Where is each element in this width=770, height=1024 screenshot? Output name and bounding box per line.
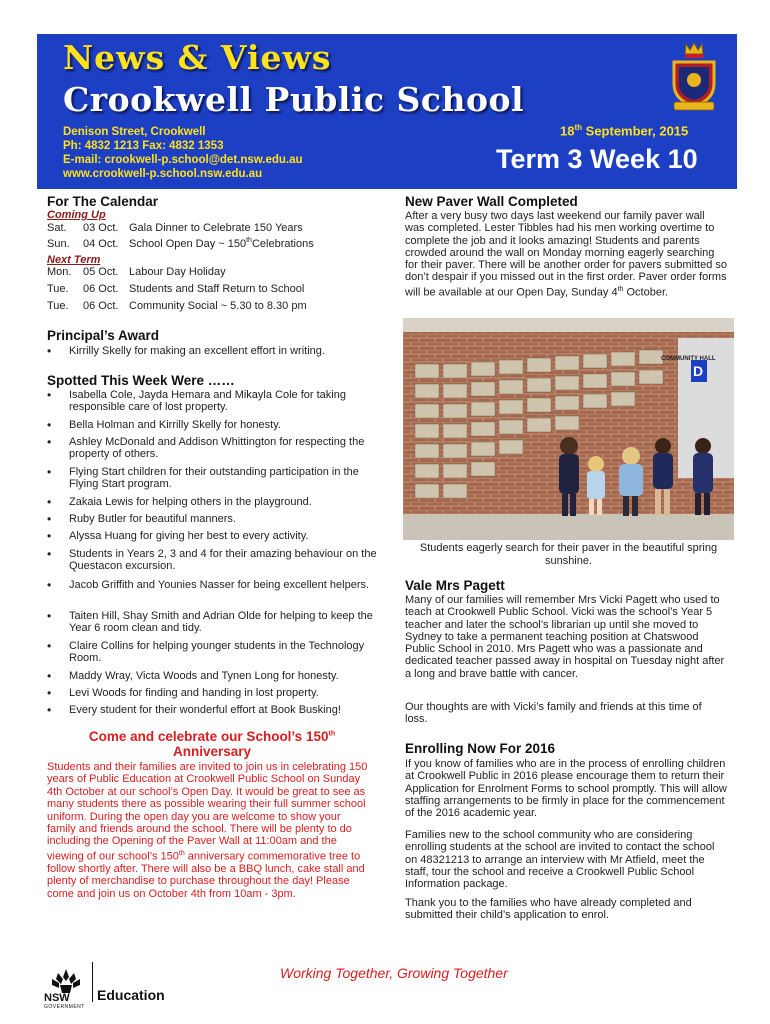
calendar-row: Tue. 06 Oct. Students and Staff Return to School — [47, 283, 305, 295]
calendar-row: Mon. 05 Oct. Labour Day Holiday — [47, 266, 226, 278]
list-item: • Bella Holman and Kirrilly Skelly for honesty. — [47, 419, 389, 431]
issue-date: 18th September, 2015 — [560, 123, 689, 139]
list-item: • Taiten Hill, Shay Smith and Adrian Olde for helping to keep the Year 6 room clean and tidy. — [47, 610, 389, 635]
school-motto: Working Together, Growing Together — [280, 965, 508, 981]
list-item: • Zakaia Lewis for helping others in the playground. — [47, 496, 389, 508]
list-item: • Ashley McDonald and Addison Whittington for respecting the property of others. — [47, 436, 389, 461]
list-item: • Jacob Griffith and Younies Nasser for being excellent helpers. — [47, 579, 389, 591]
list-item: • Isabella Cole, Jayda Hemara and Mikayla Cole for taking responsible care of lost property. — [47, 389, 389, 414]
vale-heading: Vale Mrs Pagett — [405, 578, 505, 593]
list-item: • Every student for their wonderful effort at Book Busking! — [47, 704, 389, 716]
newsletter-title: News & Views — [63, 38, 332, 77]
logo-divider — [92, 962, 93, 1002]
list-item: • Levi Woods for finding and handing in lost property. — [47, 687, 389, 699]
coming-up-label: Coming Up — [47, 209, 106, 221]
enrolling-paragraph: Thank you to the families who have already completed and submitted their child’s application to enrol. — [405, 897, 692, 922]
photo-caption: Students eagerly search for their paver in the beautiful spring sunshine. — [419, 542, 718, 567]
school-email: E-mail: crookwell-p.school@det.nsw.edu.au — [63, 154, 303, 166]
government-wordmark: GOVERNMENT — [44, 1004, 85, 1010]
calendar-heading: For The Calendar — [47, 194, 159, 209]
enrolling-heading: Enrolling Now For 2016 — [405, 741, 556, 756]
school-address: Denison Street, Crookwell — [63, 126, 206, 138]
term-week: Term 3 Week 10 — [496, 144, 698, 174]
list-item: • Students in Years 2, 3 and 4 for their amazing behaviour on the Questacon excursion. — [47, 548, 389, 573]
paver-text: After a very busy two days last weekend our family paver wall was completed. Lester Tibbles had his men working overtime to complete the job and it looks amazing! Students and parents crowded around the wall on Monday morning eagerly searching for their paver. There will be another order for pavers submitted so don’t despair if you missed out in the first order. Paver order forms will be available at our Open Day, Sunday 4th October. — [405, 210, 728, 299]
nsw-wordmark: NSW — [44, 992, 70, 1004]
list-item: • Alyssa Huang for giving her best to every activity. — [47, 530, 389, 542]
list-item: • Ruby Butler for beautiful manners. — [47, 513, 389, 525]
paver-wall-photo — [403, 318, 734, 540]
education-wordmark: Education — [97, 987, 165, 1003]
paver-heading: New Paver Wall Completed — [405, 194, 578, 209]
photo-sign-letter: D — [693, 363, 704, 379]
list-item: • Maddy Wray, Victa Woods and Tynen Long for honesty. — [47, 670, 389, 682]
principals-award-heading: Principal’s Award — [47, 328, 160, 343]
calendar-row: Sat. 03 Oct. Gala Dinner to Celebrate 150 Years — [47, 222, 303, 234]
vale-paragraph: Our thoughts are with Vicki’s family and friends at this time of loss. — [405, 701, 702, 726]
enrolling-paragraph: If you know of families who are in the process of enrolling children at Crookwell Public in 2016 please encourage them to return their Application for Enrolment Forms to school promptly. This will allow staffing arrangements to be firmly in place for the commencement of the 2016 academic year. — [405, 758, 727, 820]
paver-wall-illustration — [403, 318, 734, 540]
list-item: • Flying Start children for their outstanding participation in the Flying Start program. — [47, 466, 389, 491]
enrolling-paragraph: Families new to the school community who are considering enrolling students at the school are invited to contact the school on 48321213 to arrange an interview with Mr Atfield, meet the staff, tour the school and receive a Crookwell Public School Information package. — [405, 829, 715, 891]
calendar-row: Tue. 06 Oct. Community Social ~ 5.30 to 8.30 pm — [47, 300, 307, 312]
school-name: Crookwell Public School — [63, 80, 525, 119]
photo-sign-text: COMMUNITY HALL — [661, 356, 716, 362]
spotted-heading: Spotted This Week Were …… — [47, 373, 235, 388]
list-item: • Claire Collins for helping younger students in the Technology Room. — [47, 640, 389, 665]
school-phone: Ph: 4832 1213 Fax: 4832 1353 — [63, 140, 224, 152]
vale-paragraph: Many of our families will remember Mrs Vicki Pagett who used to teach at Crookwell Public School. Vicki was the school’s Year 5 teacher and later the school’s librarian up until she moved to Sydney to take a permanent teaching position at Chatswood Public School in 2010. Mrs Pagett who was a passionate and dedicated teacher passed away in hospital on Tuesday night after a long and brave battle with cancer. — [405, 594, 725, 680]
calendar-row: Sun. 04 Oct. School Open Day ~ 150thCelebrations — [47, 237, 314, 250]
school-crest-icon — [666, 40, 722, 114]
next-term-label: Next Term — [47, 254, 101, 266]
celebrate-text: Students and their families are invited to join us in celebrating 150 years of Public Education at Crookwell Public School on Sunday 4th October at our school’s Open Day. It would be great to see as many students there as possible wearing their full summer school uniform. During the open day you are welcome to show your family and friends around the school. There will be plenty to do including the Opening of the Paver Wall at 11:00am and the viewing of our school’s 150th anniversary commemorative tree to follow shortly after. There will also be a BBQ lunch, cake stall and plenty of merchandise to purchase throughout the day! Please come and join us on October 4th from 10am - 3pm. — [47, 761, 368, 900]
school-website: www.crookwell-p.school.nsw.edu.au — [63, 168, 263, 180]
celebrate-heading: Come and celebrate our School’s 150th Anniversary — [88, 729, 336, 759]
list-item: • Kirrilly Skelly for making an excellent effort in writing. — [47, 345, 389, 357]
